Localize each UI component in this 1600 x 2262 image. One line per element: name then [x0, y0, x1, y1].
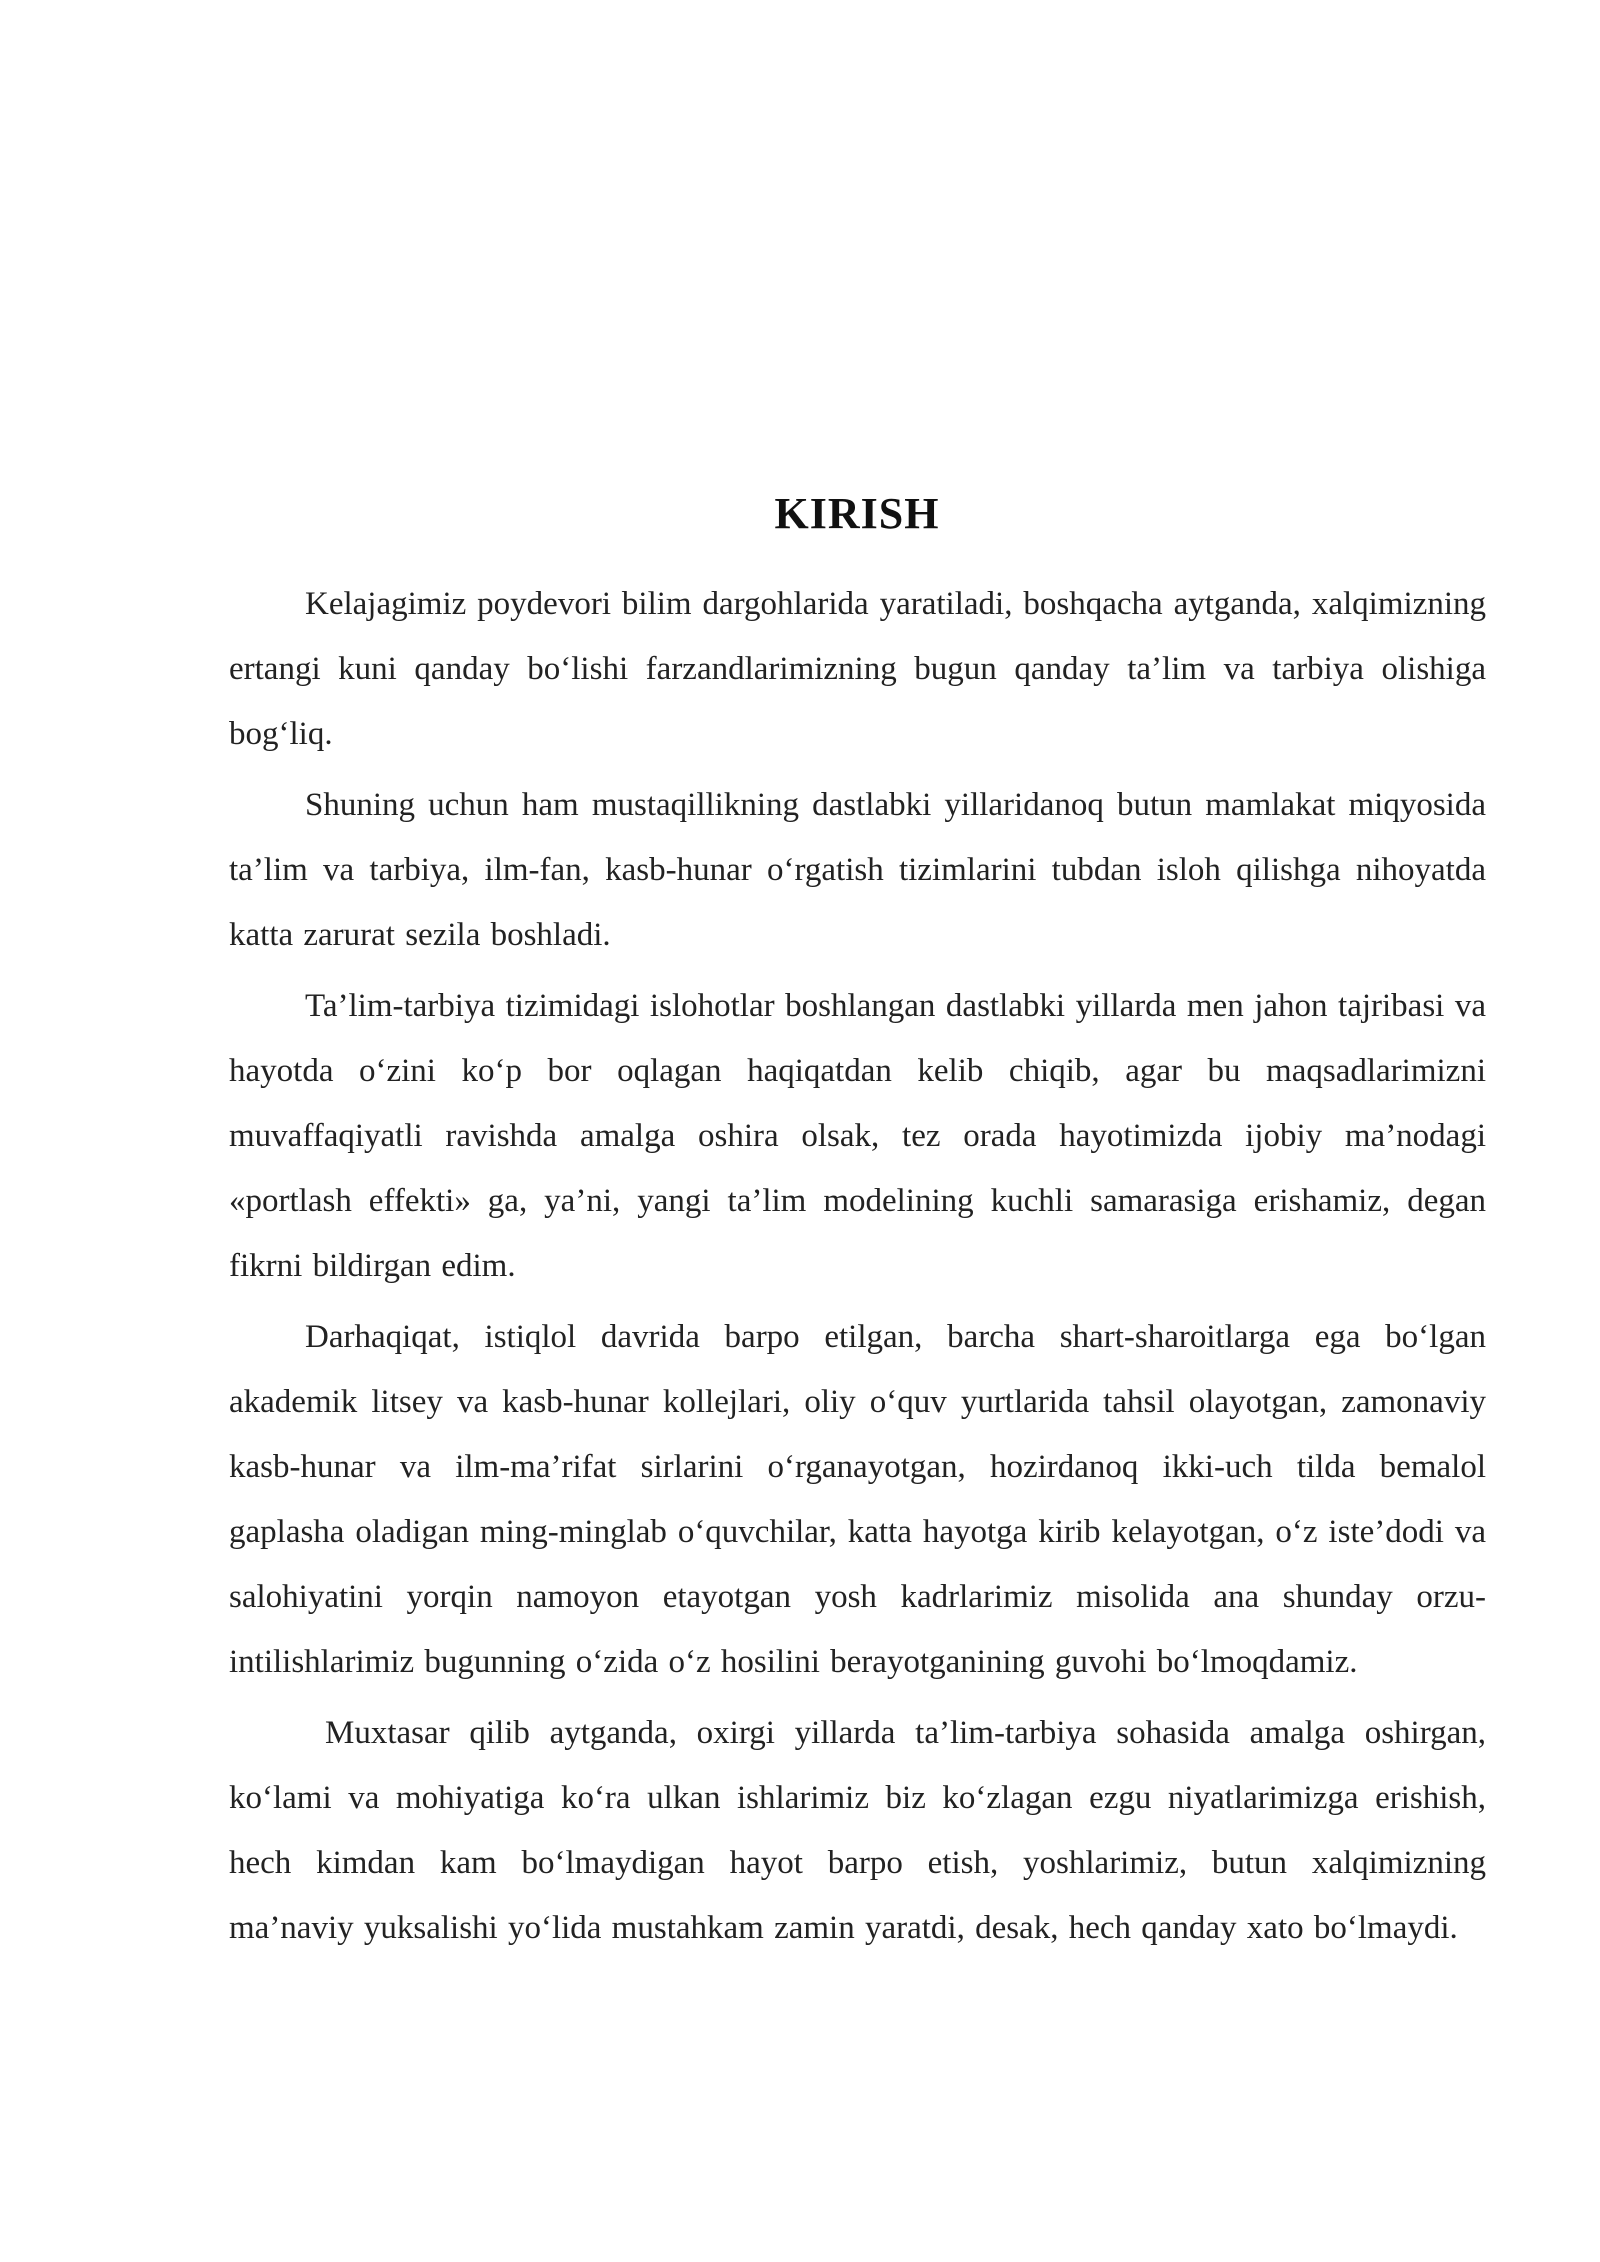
paragraph-3: Ta’lim-tarbiya tizimidagi islohotlar boshlangan dastlabki yillarda men jahon tajribasi va hayotda o‘zini ko‘p bor oqlagan haqiqatdan kelib chiqib, agar bu maqsadlarimizni muvaffaqiyatli ravishda amalga oshira olsak, tez orada hayotimizda ijobiy ma’nodagi «portlash effekti» ga, ya’ni, yangi ta’lim modelining kuchli samarasiga erishamiz, degan fikrni bildirgan edim. [229, 988, 1486, 1284]
paragraph-2: Shuning uchun ham mustaqillikning dastlabki yillaridanoq butun mamlakat miqyosida ta’lim va tarbiya, ilm-fan, kasb-hunar o‘rgatish tizimlarini tubdan isloh qilishga nihoyatda katta zarurat sezila boshladi. [229, 787, 1486, 953]
document-body [229, 572, 1486, 1967]
paragraph-1: Kelajagimiz poydevori bilim dargohlarida yaratiladi, boshqacha aytganda, xalqimizning ertangi kuni qanday bo‘lishi farzandlarimizning bugun qanday ta’lim va tarbiya olishiga bog‘liq. [229, 586, 1486, 752]
section-heading: KIRISH [774, 489, 940, 538]
paragraph-4: Darhaqiqat, istiqlol davrida barpo etilgan, barcha shart-sharoitlarga ega bo‘lgan akademik litsey va kasb-hunar kollejlari, oliy o‘quv yurtlarida tahsil olayotgan, zamonaviy kasb-hunar va ilm-ma’rifat sirlarini o‘rganayotgan, hozirdanoq ikki-uch tilda bemalol gaplasha oladigan ming-minglab o‘quvchilar, katta hayotga kirib kelayotgan, o‘z iste’dodi va salohiyatini yorqin namoyon etayotgan yosh kadrlarimiz misolida ana shunday orzu-intilishlarimiz bugunning o‘zida o‘z hosilini berayotganining guvohi bo‘lmoqdamiz. [229, 1319, 1486, 1680]
paragraph-5: Muxtasar qilib aytganda, oxirgi yillarda ta’lim-tarbiya sohasida amalga oshirgan, ko‘lami va mohiyatiga ko‘ra ulkan ishlarimiz biz ko‘zlagan ezgu niyatlarimizga erishish, hech kimdan kam bo‘lmaydigan hayot barpo etish, yoshlarimiz, butun xalqimizning ma’naviy yuksalishi yo‘lida mustahkam zamin yaratdi, desak, hech qanday xato bo‘lmaydi. [229, 1715, 1486, 1946]
